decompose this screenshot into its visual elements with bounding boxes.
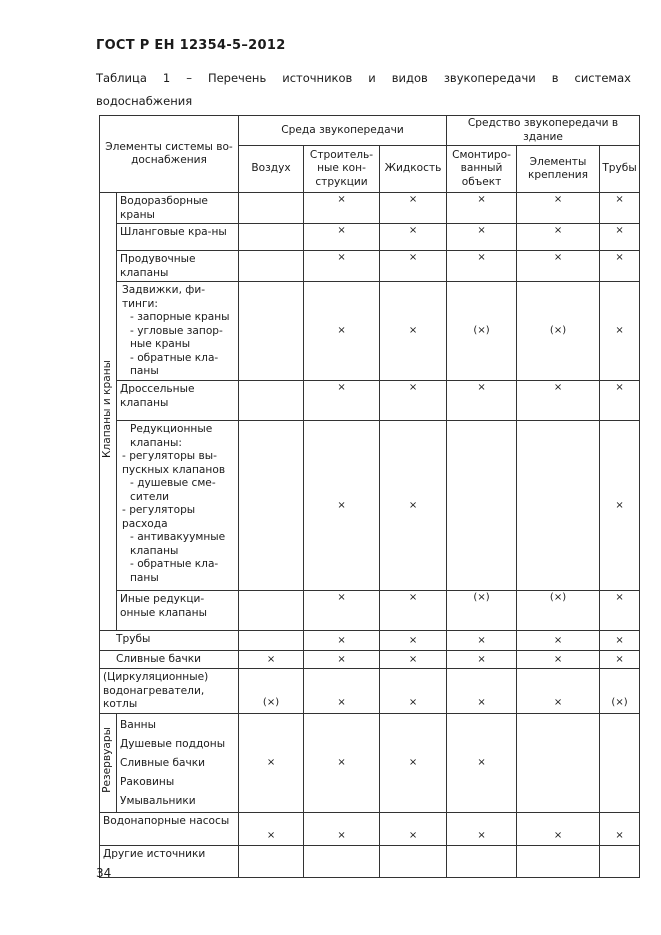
cell-mark: × [447, 812, 517, 845]
cell-mark: × [600, 381, 640, 421]
caption-word: в [551, 71, 559, 85]
caption-word: 1 [162, 71, 171, 85]
cell-mark: × [517, 812, 600, 845]
cell-mark: × [380, 224, 447, 251]
page-number: 34 [96, 866, 112, 880]
cell-mark: × [447, 251, 517, 282]
cell-mark: × [304, 591, 380, 631]
cell-mark: × [600, 224, 640, 251]
cell-mark: × [447, 224, 517, 251]
caption-word: источников [282, 71, 353, 85]
cell-mark: × [380, 651, 447, 669]
table-row [100, 224, 640, 251]
table-row [100, 421, 640, 591]
document-header: ГОСТ Р ЕН 12354-5–2012 [96, 38, 286, 53]
table-row [100, 381, 640, 421]
table-row [100, 669, 640, 714]
cell-mark: × [600, 421, 640, 591]
cell-mark: × [304, 669, 380, 714]
cell-mark-optional: (×) [517, 282, 600, 381]
cell-mark: × [380, 251, 447, 282]
row-label: Ванны Душевые поддоны Сливные бачки Раковины Умывальники [117, 713, 239, 812]
table-row [100, 631, 640, 651]
header-structures: Строитель-ные кон-струкции [304, 146, 380, 193]
row-label: Трубы [100, 631, 239, 651]
cell-mark: × [304, 224, 380, 251]
section-tanks-label: Резервуары [100, 713, 117, 812]
row-label: (Циркуляционные) водонагреватели, котлы [100, 669, 239, 714]
cell-mark: × [380, 282, 447, 381]
cell-mark: × [447, 669, 517, 714]
cell-mark-optional: (×) [447, 591, 517, 631]
row-label: Сливные бачки [100, 651, 239, 669]
header-mounted-object: Смонтиро-ванный объект [447, 146, 517, 193]
cell-mark: × [517, 381, 600, 421]
cell-mark: × [600, 631, 640, 651]
cell-mark: × [380, 381, 447, 421]
cell-mark: × [304, 381, 380, 421]
table-row [100, 282, 640, 381]
table-caption-line2: водоснабжения [96, 94, 193, 108]
cell-mark: × [447, 193, 517, 224]
row-label: Водонапорные насосы [100, 812, 239, 845]
cell-mark: × [239, 713, 304, 812]
table-row [100, 591, 640, 631]
header-means-group: Средство звукопередачи в здание [447, 116, 640, 146]
table-row [100, 845, 640, 877]
caption-word: Таблица [96, 71, 147, 85]
cell-mark: × [447, 651, 517, 669]
row-label: Иные редукци-онные клапаны [117, 591, 239, 631]
header-air: Воздух [239, 146, 304, 193]
cell-mark: × [304, 193, 380, 224]
header-elements: Элементы системы во-доснабжения [100, 116, 239, 193]
cell-mark: × [304, 631, 380, 651]
cell-mark: × [304, 651, 380, 669]
cell-mark: × [380, 713, 447, 812]
cell-mark: × [380, 193, 447, 224]
cell-mark: × [239, 651, 304, 669]
cell-mark: × [380, 631, 447, 651]
table-caption-line1 [96, 71, 631, 85]
row-label: Водоразборные краны [117, 193, 239, 224]
cell-mark: × [600, 812, 640, 845]
table-row [100, 251, 640, 282]
cell-mark-optional: (×) [239, 669, 304, 714]
cell-mark: × [600, 651, 640, 669]
caption-word: Перечень [207, 71, 267, 85]
header-row-1 [100, 116, 640, 146]
cell-mark: × [304, 421, 380, 591]
cell-mark: × [380, 669, 447, 714]
cell-mark: × [517, 669, 600, 714]
row-label: Другие источники [100, 845, 239, 877]
caption-word: системах [574, 71, 631, 85]
row-label: Продувочные клапаны [117, 251, 239, 282]
cell-mark: × [600, 251, 640, 282]
row-label: Задвижки, фи-тинги: - запорные краны - угловые запор-ные краны - обратные кла-паны [117, 282, 239, 381]
cell-mark: × [304, 812, 380, 845]
cell-mark: × [517, 193, 600, 224]
cell-mark: × [517, 651, 600, 669]
caption-word: звукопередачи [443, 71, 536, 85]
header-fastenings: Элементы крепления [517, 146, 600, 193]
cell-mark: × [239, 812, 304, 845]
cell-mark: × [517, 631, 600, 651]
cell-mark: × [517, 224, 600, 251]
cell-mark: × [380, 421, 447, 591]
row-label: Редукционные клапаны: - регуляторы вы-пускных клапанов - душевые сме-сители - регуляторы расхода - антивакуумные клапаны - обратные кла-паны [117, 421, 239, 591]
caption-word: видов [391, 71, 428, 85]
sound-transmission-table [99, 115, 640, 878]
caption-word: и [368, 71, 376, 85]
cell-mark: × [380, 591, 447, 631]
cell-mark: × [600, 591, 640, 631]
cell-mark: × [447, 713, 517, 812]
cell-mark: × [380, 812, 447, 845]
table-row [100, 651, 640, 669]
table-row [100, 812, 640, 845]
cell-mark: × [304, 251, 380, 282]
row-label: Дроссельные клапаны [117, 381, 239, 421]
section-valves-label: Клапаны и краны [100, 193, 117, 631]
cell-mark-optional: (×) [517, 591, 600, 631]
caption-word: – [186, 71, 192, 85]
cell-mark-optional: (×) [600, 669, 640, 714]
header-liquid: Жидкость [380, 146, 447, 193]
header-medium-group: Среда звукопередачи [239, 116, 447, 146]
cell-mark: × [304, 282, 380, 381]
cell-mark: × [447, 631, 517, 651]
cell-mark: × [304, 713, 380, 812]
cell-mark: × [600, 193, 640, 224]
row-label: Шланговые кра-ны [117, 224, 239, 251]
cell-mark: × [600, 282, 640, 381]
table-row [100, 193, 640, 224]
header-pipes: Трубы [600, 146, 640, 193]
cell-mark: × [447, 381, 517, 421]
cell-mark: × [517, 251, 600, 282]
table-row [100, 713, 640, 812]
cell-mark-optional: (×) [447, 282, 517, 381]
